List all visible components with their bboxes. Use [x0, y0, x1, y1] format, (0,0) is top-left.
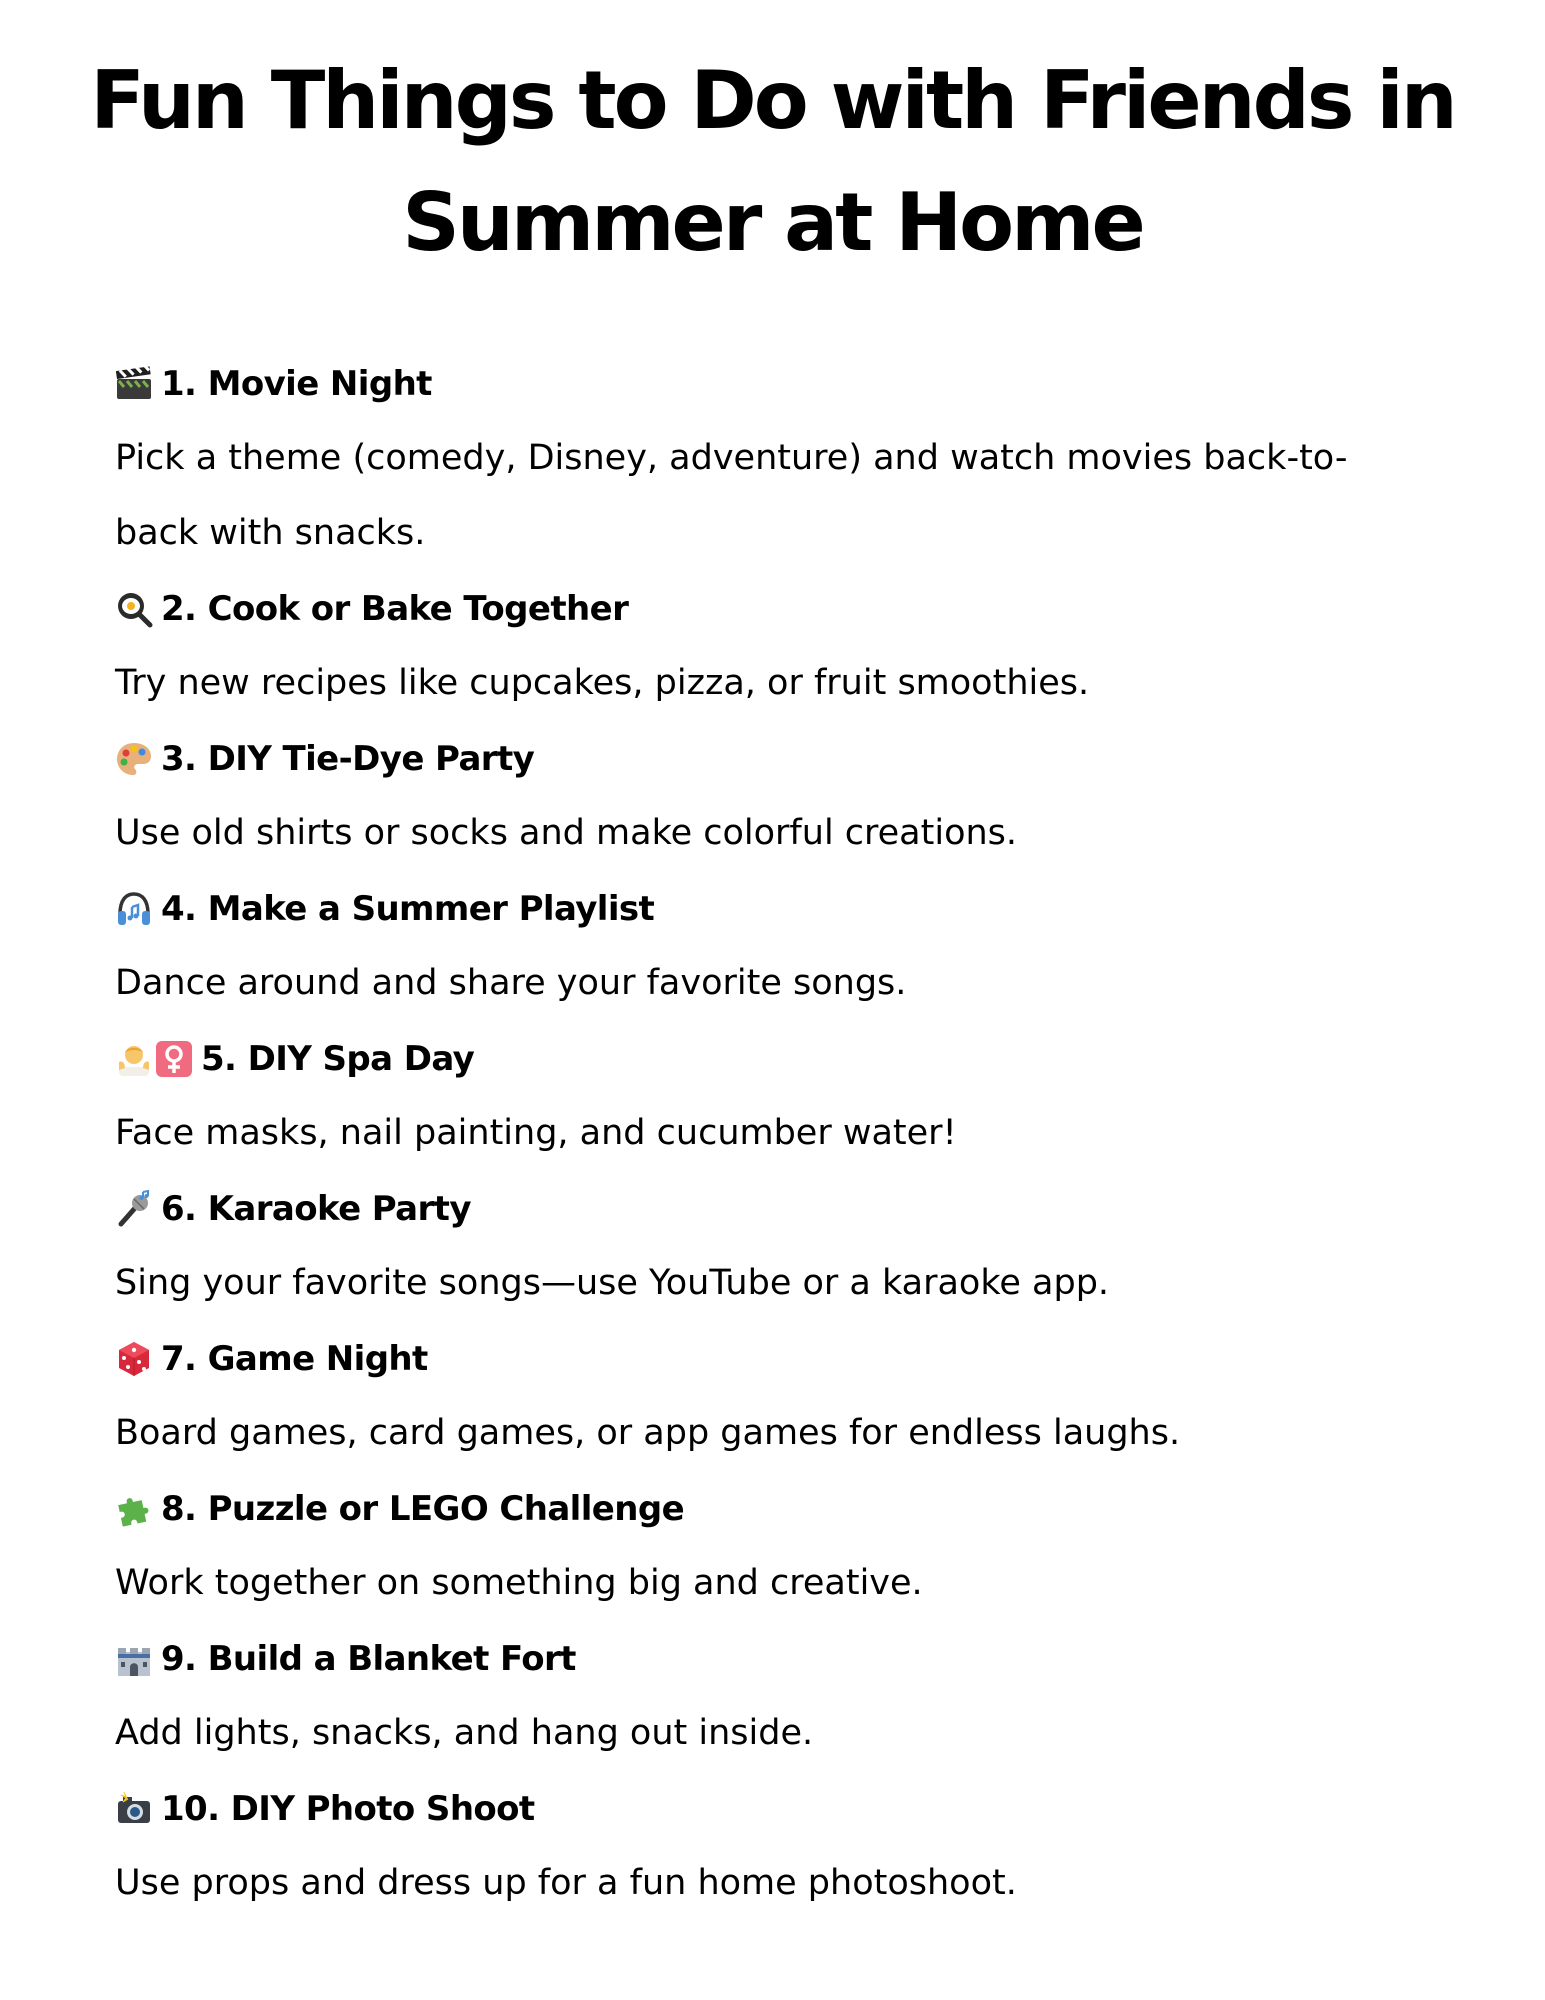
item-title: 9. Build a Blanket Fort: [161, 1638, 576, 1679]
artist-palette-icon: [115, 740, 153, 778]
game-die-icon: [115, 1340, 153, 1378]
list-item: [115, 1471, 1475, 1621]
page-title: [0, 40, 1545, 284]
item-description: Pick a theme (comedy, Disney, adventure) and watch movies back-to-back with snacks.: [115, 438, 1348, 553]
item-description: Board games, card games, or app games for endless laughs.: [115, 1413, 1181, 1453]
item-heading: [115, 1321, 1475, 1396]
frying-pan-egg-icon: [115, 590, 153, 628]
item-title: 7. Game Night: [161, 1338, 428, 1379]
item-description: Face masks, nail painting, and cucumber water!: [115, 1113, 957, 1153]
item-title: 8. Puzzle or LEGO Challenge: [161, 1488, 685, 1529]
item-description: Sing your favorite songs—use YouTube or a karaoke app.: [115, 1263, 1110, 1303]
person-massage-female-sign-icon: [115, 1040, 193, 1078]
item-heading: [115, 1171, 1475, 1246]
item-description: Use old shirts or socks and make colorful creations.: [115, 813, 1018, 853]
list-item: [115, 346, 1475, 571]
item-title: 1. Movie Night: [161, 363, 432, 404]
item-title: 3. DIY Tie-Dye Party: [161, 738, 535, 779]
castle-icon: [115, 1640, 153, 1678]
list-item: [115, 1771, 1475, 1921]
item-description: Dance around and share your favorite songs.: [115, 963, 907, 1003]
female-sign-icon: [155, 1040, 193, 1078]
item-title: 5. DIY Spa Day: [201, 1038, 475, 1079]
item-heading: [115, 1621, 1475, 1696]
item-description: Work together on something big and creative.: [115, 1563, 923, 1603]
person-massage-icon: [115, 1040, 153, 1078]
list-item: [115, 1171, 1475, 1321]
clapper-board-icon: [115, 365, 153, 403]
item-description: Add lights, snacks, and hang out inside.: [115, 1713, 814, 1753]
list-item: [115, 1021, 1475, 1171]
page-title-line2: Summer at Home: [402, 176, 1143, 269]
list-item: [115, 1621, 1475, 1771]
item-title: 6. Karaoke Party: [161, 1188, 471, 1229]
camera-flash-icon: [115, 1790, 153, 1828]
list-item: [115, 721, 1475, 871]
microphone-icon: [115, 1190, 153, 1228]
item-heading: [115, 871, 1475, 946]
item-heading: [115, 1021, 1475, 1096]
activity-list: [115, 346, 1475, 1921]
item-heading: [115, 1771, 1475, 1846]
list-item: [115, 1321, 1475, 1471]
page-title-line1: Fun Things to Do with Friends in: [90, 54, 1455, 147]
item-heading: [115, 721, 1475, 796]
item-title: 10. DIY Photo Shoot: [161, 1788, 535, 1829]
item-title: 2. Cook or Bake Together: [161, 588, 629, 629]
item-heading: [115, 346, 1475, 421]
item-heading: [115, 1471, 1475, 1546]
headphones-icon: [115, 890, 153, 928]
item-heading: [115, 571, 1475, 646]
puzzle-piece-icon: [115, 1490, 153, 1528]
list-item: [115, 571, 1475, 721]
item-description: Try new recipes like cupcakes, pizza, or fruit smoothies.: [115, 663, 1090, 703]
item-description: Use props and dress up for a fun home photoshoot.: [115, 1863, 1017, 1903]
list-item: [115, 871, 1475, 1021]
item-title: 4. Make a Summer Playlist: [161, 888, 655, 929]
